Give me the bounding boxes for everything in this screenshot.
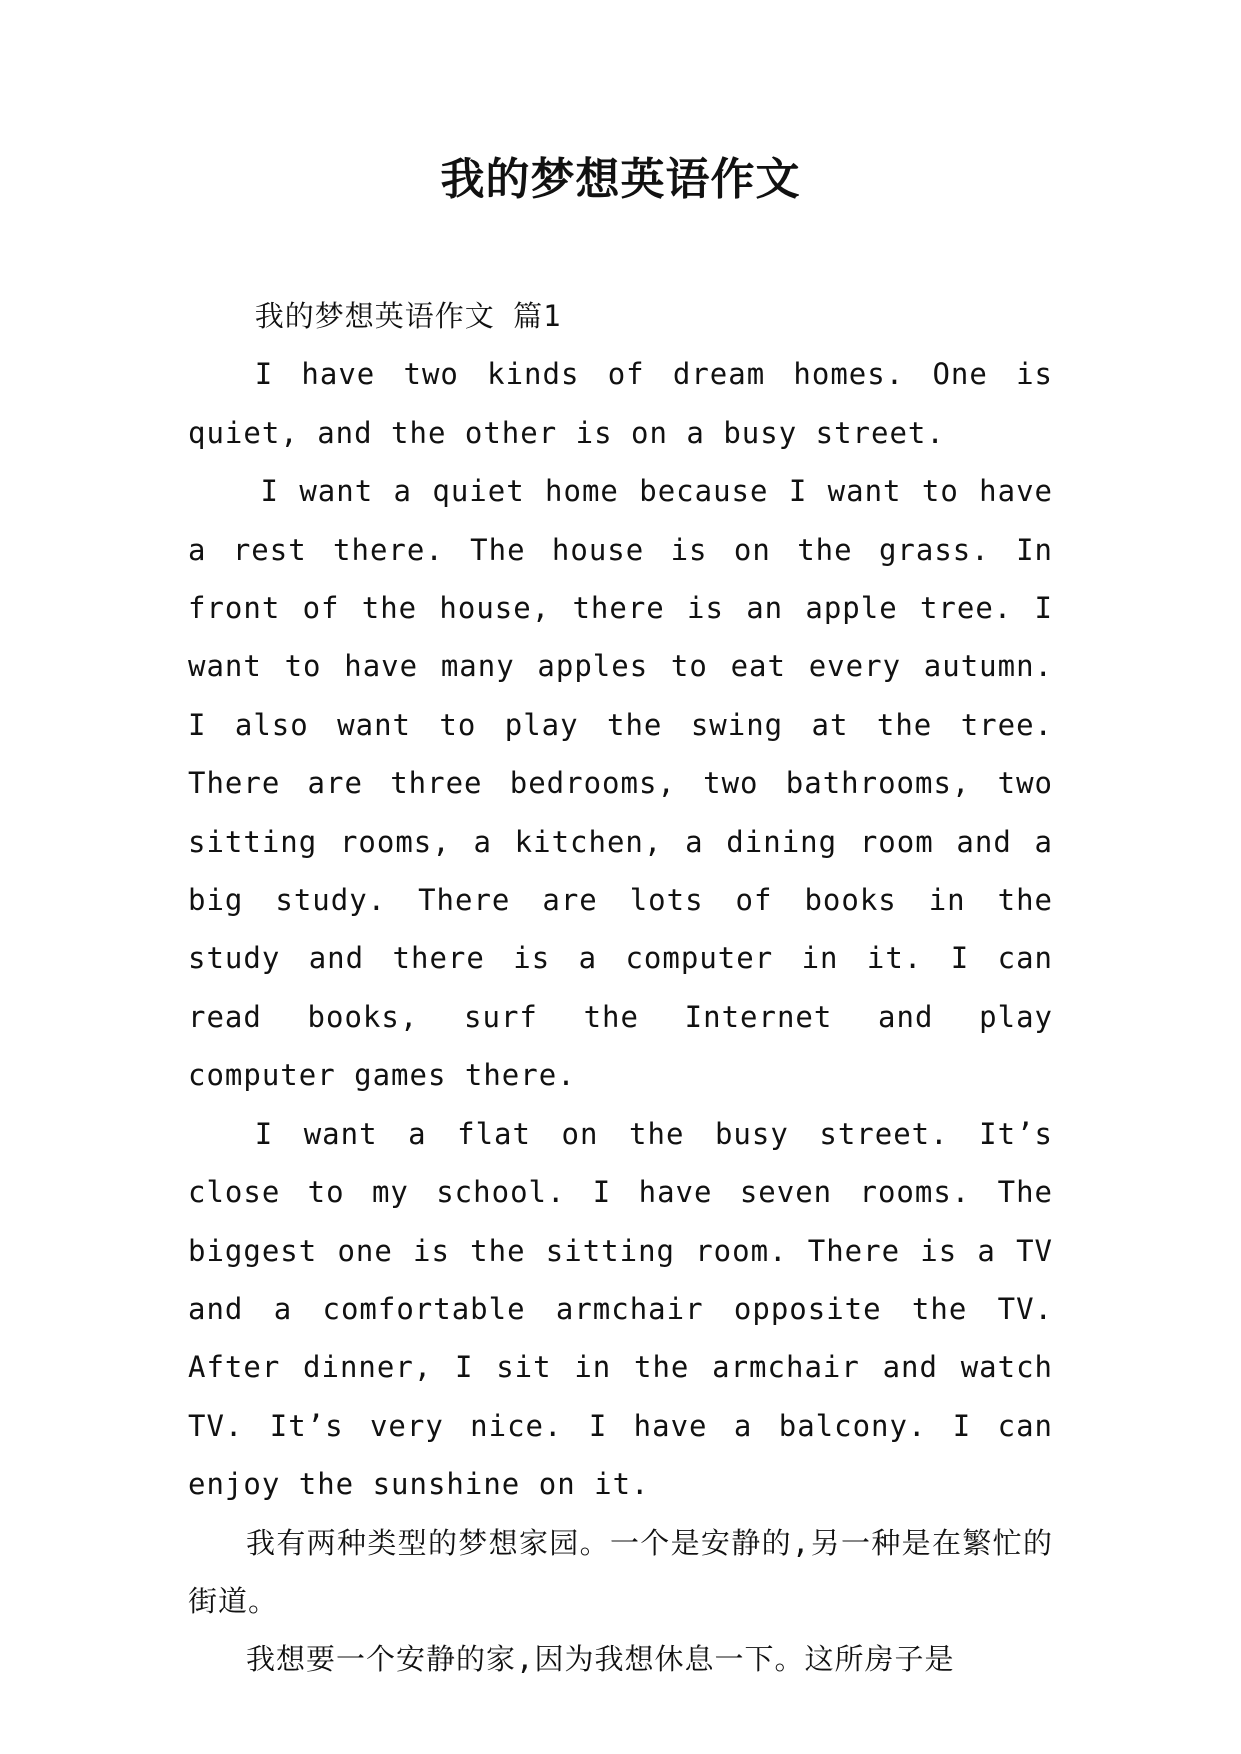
paragraph-4: 我有两种类型的梦想家园。一个是安静的,另一种是在繁忙的街道。 bbox=[188, 1525, 1053, 1618]
paragraph-2: I want a quiet home because I want to have a rest there. The house is on the grass. In front of the house, there is an apple tree. I want to have many apples to eat every autumn. I also want to play the swing at the tree. There are three bedrooms, two bathrooms, two sitting rooms, a kitchen, a dining room and a big study. There are lots of books in the study and there is a computer in it. I can read books, surf the Internet and play computer games there. bbox=[188, 474, 1053, 1093]
document-title: 我的梦想英语作文 bbox=[440, 154, 801, 205]
paragraph-5: 我想要一个安静的家,因为我想休息一下。这所房子是 bbox=[246, 1642, 955, 1677]
essay-body bbox=[188, 287, 1053, 1689]
paragraph-3: I want a flat on the busy street. It’s close to my school. I have seven rooms. The biggest one is the sitting room. There is a TV and a comfortable armchair opposite the TV. After dinner, I sit in the armchair and watch TV. It’s very nice. I have a balcony. I can enjoy the sunshine on it. bbox=[188, 1116, 1053, 1502]
paragraph-1: I have two kinds of dream homes. One is quiet, and the other is on a busy street. bbox=[188, 357, 1053, 450]
section-heading: 我的梦想英语作文 篇1 bbox=[254, 299, 562, 333]
